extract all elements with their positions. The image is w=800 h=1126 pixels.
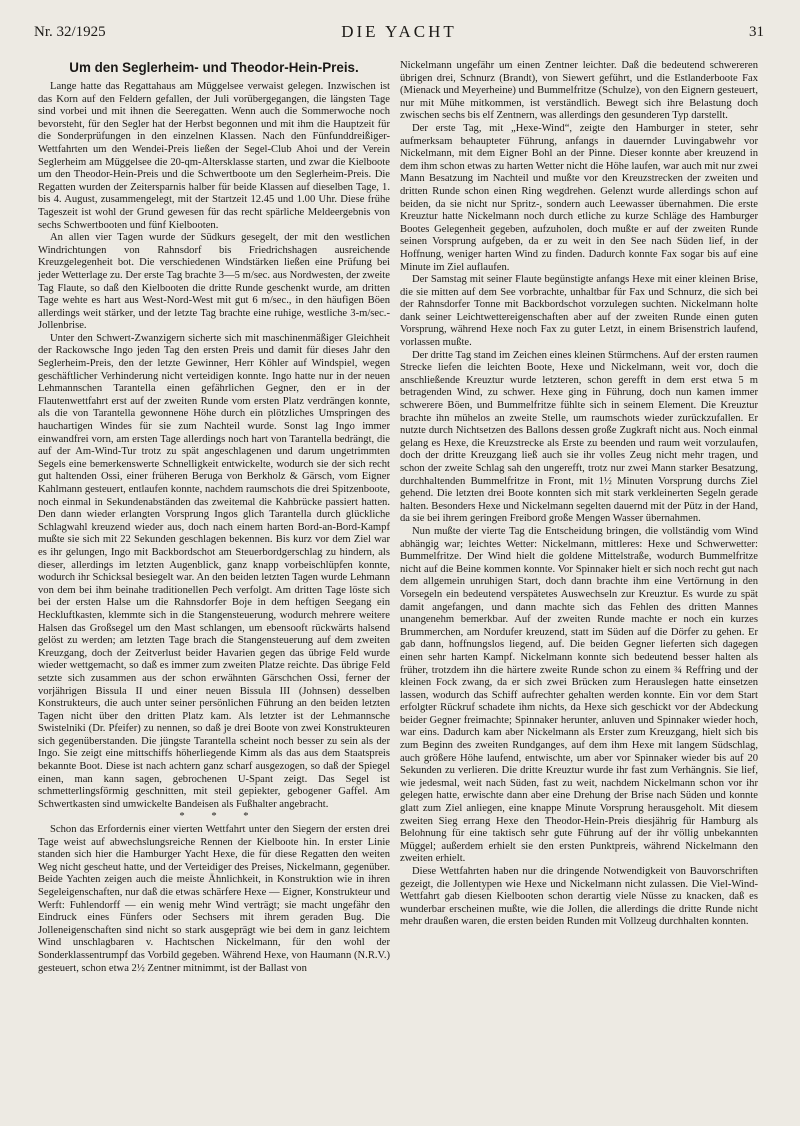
right-column <box>400 60 758 929</box>
paragraph: Unter den Schwert-Zwanzigern sicherte sich mit maschinenmäßiger Gleichheit der Rackowsche Ingo jeden Tag den ersten Preis und damit für dieses Jahr den Seglerheim-Preis, den der letzte Gewinner, Herr Köhler auf Windspiel, wegen geschäftlicher Verhinderung nicht verteidigen konnte. Ingo hatte nur in der neuen Lehmannschen Tarantella einen gefährlichen Gegner, den er in der Flautenwettfahrt erst auf der zweiten Runde vom ersten Platz verdrängen konnte, als die von Tarantella gewonnene Höhe durch ein plötzliches Umspringen des hauchartigen Windes für sie zum Nachteil wurde. Sonst lag Ingo immer einwandfrei vorn, am ersten Tage allerdings noch hart von Tarantella bedrängt, die auf der Am-Wind-Tur trotz zu spät angeschlagenen und darum ungetrimmten Segels eine bemerkenswerte Schnelligkeit entwickelte, wodurch sie der sich recht gut haltenden Ossi, einer früheren Beruga von Berkholz & Gärsch, vom Eigner Kahlmann gesteuert, entlaufen konnte, nachdem raumschots die drei Spitzenboote, noch einmal in Sekundenabständen das zweitemal die Kahbrücke passiert hatten. Den dann wieder erlangten Vorsprung Ingos glich Tarantella durch glückliche Schlagwahl kreuzend wieder aus, doch nach einem harten Bord-an-Bord-Kampf mußte sie sich mit 22 Sekunden geschlagen bekennen. Bis kurz vor dem Ziel war es ihr gelungen, Ingo mit Backbordschot am Steuerbordgerschlag zu hindern, als dieser, allerdings im letzten Augenblick, ganz knapp vorbeischlüpfen konnte, wodurch ihr Schicksal besiegelt war. An den beiden letzten Tagen wurde Lehmann von dem bei ihm beinahe traditionellen Pech verfolgt. Am dritten Tage löste sich bei der ersten Halse um die Rahnsdorfer Boje in dem heftigen Seegang ein Heckluftkasten, klemmte sich in die Stangensteuerung, wodurch mehrere weitere Halsen das Großsegel um den Mast schlangen, um ebensooft rückwärts halsend gelöst zu werden; am letzten Tage brach die Stangensteuerung auf dem zweiten Kreuzgang, doch der Zeitverlust beider Havarien gegen das übrige Feld wurde wieder wettgemacht, so daß es immer zum zweiten Platze reichte. Das übrige Feld setzte sich zusammen aus der schon erwähnten Gärschchen Ossi, ferner der vorjährigen Bissula II und einer neuen Bissula III (Johnsen) desselben Konstrukteurs, die auch unter seiner persönlichen Führung an den beiden letzten Tagen nicht über den dritten Platz kam. Als letzter ist der Lehmannsche Swistelniki (Dr. Pfeifer) zu nennen, so daß je drei Boote von zwei Konstrukteuren sich gegenüberstanden. Die jüngste Tarantella scheint noch besser zu sein als der Ingo. Sie zeigt eine mittschiffs höherliegende Kimm als das aus dem Staatspreis bekannte Boot. Diese ist nach achtern ganz scharf ausgezogen, so daß der Spiegel einen, man kann sagen, gebrochenen U-Spant zeigt. Das Segel ist schmetterlingsförmig geschnitten, mit steil gepiekter, gebogener Gaffel. Am Schwertkasten sind umwickelte Bandeisen als Fußhalter angebracht. <box>38 332 390 810</box>
magazine-title: DIE YACHT <box>341 22 457 41</box>
paragraph-continuation: Nickelmann ungefähr um einen Zentner leichter. Daß die bedeutend schwereren übrigen drei, Schnurz (Brandt), von Siewert geführt, und die Estlanderboote Fax (Mienack und Meyerheine) und Bummelfritze (Schulze), von den Eignern gesteuert, nur mit Mühe mitkommen, ist verständlich. Bewegt sich ihre Belastung doch zwischen sechs bis elf Zentnern, was allerdings den gesunderen Typ darstellt. <box>400 60 759 122</box>
page-header <box>34 22 764 44</box>
section-separator: * * * <box>179 811 261 823</box>
paragraph: Nun mußte der vierte Tag die Entscheidung bringen, die vollständig vom Wind abhängig war; leichtes Wetter: Nickelmann, mittleres: Hexe und Schwerwetter: Bummelfritze. Der Wind hielt die goldene Mittelstraße, wodurch Bummelfritze nicht auf die Beine kommen konnte. Vor Spinnaker hielt er sich noch recht gut nach dem allgemein unruhigen Start, doch dann brachte ihm eine Vertörnung in den Vorsegeln ein bedeutend verspätetes Auswechseln zur Kreuztur. Es wurde zu spät damit angefangen, und dann machte sich das Fehlen des dritten Mannes unangenehm bemerkbar. Auf der zweiten Runde machte er noch ein kurzes Brummerchen, am Nordufer kreuzend, statt im Süden auf die Dörfer zu gehen. Er gab dann, hoffnungslos liegend, auf. Die beiden Gegner lieferten sich dagegen einen sehr harten Kampf. Nickelmann konnte sich bedeutend besser halten als früher, trotzdem ihn die härtere zweite Runde schon zu einem ¾ Reffring und der kleinen Fock zwang, da er sich zwei Brücken zum Herauslegen hatte einsetzen lassen, wodurch das Schiff aufrechter gehalten werden konnte. Ein vor dem Start erfolgter Rückruf schadete ihm nichts, da Hexe sich geschickt vor der Abdeckung beider Gegner freimachte; Spinnaker herunter, anluven und Spinnaker wieder hoch, war eins. Dadurch kam aber Nickelmann als Erster zum Kreuzgang, hielt sich bis zum Beginn des zweiten Rundganges, auf dem ihm Hexe mit langem Südschlag, auch größere Höhe laufend, entwischte, um aber vor Spinnaker wieder bis auf 20 Sekunden zu verlieren. Die dritte Kreuztur wurde ihr fast zum Verhängnis. Sie lief, wie jedesmal, weit nach Süden, fast zu weit, nachdem Nickelmann schon vor ihr gelegen hatte, erwischte dann aber eine Drehung der Brise nach Süden und konnte glatt zum Ziel anliegen, eine knappe Minute Vorsprung herausgeholt. Mit diesem zweiten Sieg errang Hexe den Theodor-Hein-Preis diesjährig für Hamburg als Belohnung für eine taktisch sehr gute Führung auf der ihr völlig unbekannten Müggel; außerdem erhielt sie den ersten Punktpreis, während Nickelmann den zweiten erhielt. <box>400 525 758 865</box>
paragraph: An allen vier Tagen wurde der Südkurs gesegelt, der mit den westlichen Windrichtungen von Rahnsdorf bis Friedrichshagen ausreichende Kreuzgelegenheit bot. Die verschiedenen Windstärken ließen eine Prüfung bei jeder Wetterlage zu. Der erste Tag brachte 3—5 m/sec. aus Nordwesten, der zweite Tag Flaute, so daß den Kielbooten die dritte Runde geschenkt wurde, am dritten Tage wehte es hart aus West-Nord-West mit gut 6 m/sec., in den häufigen Böen allerdings weit stärker, und der letzte Tag brachte eine ruhige, westliche 3-m/sec.-Jollenbrise. <box>38 232 390 332</box>
issue-number: Nr. 32/1925 <box>34 24 106 40</box>
left-column <box>38 60 390 975</box>
paragraph: Lange hatte das Regattahaus am Müggelsee verwaist gelegen. Inzwischen ist das Korn auf den Feldern gefallen, der Juli vorübergegangen, die längsten Tage sind vorbei und mit ihnen die Seeregatten. Wenn auch die Sommerwoche noch bevorsteht, für den Segler hat der Herbst begonnen und mit ihm die Hauptzeit für die Sonderprüfungen in den einzelnen Klassen. Nach den Fünfunddreißiger-Wettfahrten um den Wendei-Preis ließen der Segel-Club Ahoi und der Verein Seglerheim am Müggelsee die 20-qm-Altersklasse starten, und zwar die Kielboote um den Theodor-Hein-Preis und die Schwertboote um den Seglerheim-Preis. Die Regatten wurden der Zeitersparnis halber für beide Klassen auf dieselben Tage, 1. bis 4. August, zusammengelegt, mit der Startzeit 12.45 und 1.00 Uhr. Diese frühe Tageszeit ist wohl der Grund gewesen für das recht spärliche Meldeergebnis von sechs Schwertbooten und fünf Kielbooten. <box>38 81 390 231</box>
page-number: 31 <box>749 24 764 40</box>
paragraph: Diese Wettfahrten haben nur die dringende Notwendigkeit von Bauvorschriften gezeigt, die Jollentypen wie Hexe und Nickelmann nicht zulassen. Die Viel-Wind-Wettfahrt gab diesen Kielbooten schon derartig viele Nüsse zu knacken, daß es wunderbar erscheinen mußte, wie die Jollen, die allerdings die dritte Runde nicht mehr draußen waren, die ersten beiden Runden mit Vollzeug durchhalten konnten. <box>400 866 758 928</box>
paragraph: Der dritte Tag stand im Zeichen eines kleinen Stürmchens. Auf der ersten raumen Strecke liefen die leichten Boote, Hexe und Nickelmann, weit vor, doch die anschließende Kreuztur wurde letzteren, schon gerefft in dem erst etwa 5 m betragenden Wind, zu schwer. Hexe ging in Führung, doch nun kamen immer schwerere Böen, und Bummelfritze fühlte sich in seinem Element. Die Kreuztur brachte ihn mühelos an zweite Stelle, um raumschots wieder zurückzufallen. Er nutzte durch Nichtsetzen des Ballons dessen große Zugkraft nicht aus. Noch einmal gelang es Hexe, die Kreuzstrecke als Erste zu beenden und raum weit vorzulaufen, doch der dritte Kreuzgang ließ auch sie ihr volles Zeug nicht mehr tragen, und schon der zweite Schlag sah den ungerefft, trotz nur zwei Mann starker Besatzung, durchhaltenden Bummelfritze in Front, mit 1½ Minuten Vorsprung durchs Ziel gehend. Die letzten drei Boote konnten sich mit stark verkleinerten Segeln gerade halten. Besonders Hexe und Nickelmann segelten dauernd mit der Pütz in der Hand, da sie bei ihrem geringen Freibord große Mengen Wasser übernahmen. <box>400 349 758 525</box>
paragraph: Der erste Tag, mit „Hexe-Wind“, zeigte den Hamburger in steter, sehr aufmerksam behaupteter Führung, anfangs in dauernder Luvingabwehr vor Nickelmann, mit dem Eigner Bohl an der Pinne. Dieser konnte aber kreuzend in dem ihm schon etwas zu harten Wetter nicht die Höhe laufen, war auch mit nur zwei Mann Besatzung im Nachteil und mußte vor den Kreuzstrecken der zweiten und dritten Runde schon einen Ring wegdrehen. Gelenzt wurde allerdings schon auf beiden, da sie nicht nur Spritz-, sondern auch Leewasser übernahmen. Die erste Kreuztur hatte Nickelmann noch durch etliche zu kurze Schläge des Hamburger Bootes Gelegenheit gegeben, aufzuholen, doch mußte er auf der zweiten Runde seinen Vorsprung aufgeben, da er zu weit in den See nach Süden lief, in der Hoffnung, weniger harten Wind zu finden. Dadurch konnte Fax sogar bis auf eine Minute im Ziel auflaufen. <box>400 122 758 273</box>
article-title: Um den Seglerheim- und Theodor-Hein-Preis. <box>69 60 359 75</box>
paragraph: Der Samstag mit seiner Flaute begünstigte anfangs Hexe mit einer kleinen Brise, die sie mitten auf dem See vorbrachte, unhaltbar für Fax und Schnurz, die sich bei der Rahnsdorfer Tonne mit Backbordschot vorzulegen suchten. Nickelmann holte dank seiner Leichtwettereigenschaften aber auf der zweiten Runde einen guten Vorsprung, während Hexe noch Fax zu guter Letzt, in einem Brisenstrich laufend, vorlassen mußte. <box>400 274 758 349</box>
paragraph: Schon das Erfordernis einer vierten Wettfahrt unter den Siegern der ersten drei Tage weist auf abwechslungsreiche Rennen der Kielboote hin. In erster Linie standen sich hier die Hamburger Yacht Hexe, die für diese Regatten den weiten Weg nicht gescheut hatte, und der Verteidiger des Preises, Nickelmann, gegenüber. Beide Yachten zeigen auch die meiste Ähnlichkeit, in Konstruktion wie in ihren Segeleigenschaften, nur daß die etwas schärfere Hexe — Eigner, Konstrukteur und Werft: Fuhlendorff — ein wenig mehr Wind verträgt; sie macht ungefähr den Eindruck eines Fünfers oder Sechsers mit ihrem geraden Bug. Die Jolleneigenschaften sind nicht so stark ausgeprägt wie bei dem in ganz leichtem Wind unschlagbaren v. Hachtschen Nickelmann, für den wohl der Sonderklassentrumpf das Vorbild gegeben. Während Hexe, von Haumann (N.R.V.) gesteuert, schon etwa 2½ Zentner mitnimmt, ist der Ballast von <box>38 824 390 974</box>
